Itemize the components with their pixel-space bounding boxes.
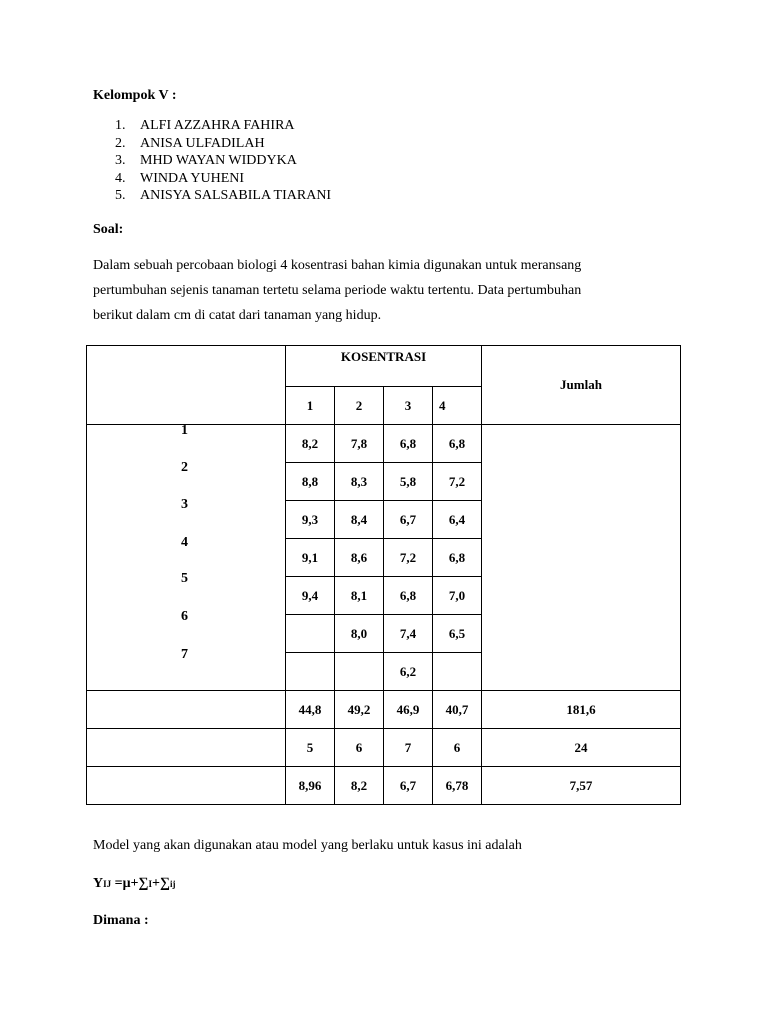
- table-cell: 9,4: [286, 577, 335, 615]
- mean-cell: 8,2: [335, 767, 384, 805]
- column-header: 2: [335, 387, 384, 425]
- table-cell: 9,1: [286, 539, 335, 577]
- table-cell: 8,1: [335, 577, 384, 615]
- table-cell: 6,8: [384, 577, 433, 615]
- member-name: ANISYA SALSABILA TIARANI: [140, 188, 332, 203]
- sum-cell: 40,7: [433, 691, 482, 729]
- jumlah-header: Jumlah: [482, 346, 681, 425]
- mean-cell: 6,7: [384, 767, 433, 805]
- table-cell: [335, 653, 384, 691]
- list-item: 3. MHD WAYAN WIDDYKA: [115, 153, 297, 168]
- table-cell: 7,4: [384, 615, 433, 653]
- row-label: 3: [181, 497, 188, 512]
- member-name: MHD WAYAN WIDDYKA: [140, 153, 297, 168]
- row-label: 5: [181, 571, 188, 586]
- member-name: ANISA ULFADILAH: [140, 135, 265, 151]
- table-cell: 8,3: [335, 463, 384, 501]
- table-cell: 8,0: [335, 615, 384, 653]
- column-header: 3: [384, 387, 433, 425]
- table-cell: [286, 653, 335, 691]
- summary-label-cell: [87, 729, 286, 767]
- summary-label-cell: [87, 691, 286, 729]
- list-item: 5. ANISYA SALSABILA TIARANI: [115, 188, 332, 203]
- list-item: 4. WINDA YUHENI: [115, 170, 245, 186]
- table-cell: 6,7: [384, 501, 433, 539]
- corner-cell: [87, 346, 286, 425]
- column-header: 1: [286, 387, 335, 425]
- dimana-label: Dimana :: [93, 913, 149, 928]
- sum-cell: 46,9: [384, 691, 433, 729]
- table-cell: 8,6: [335, 539, 384, 577]
- sum-total-cell: 181,6: [482, 691, 681, 729]
- mean-cell: 8,96: [286, 767, 335, 805]
- count-cell: 6: [335, 729, 384, 767]
- paragraph-line: pertumbuhan sejenis tanaman tertetu selama periode waktu tertentu. Data pertumbuhan: [93, 283, 582, 298]
- paragraph-line: Dalam sebuah percobaan biologi 4 kosentrasi bahan kimia digunakan untuk meransang: [93, 258, 582, 273]
- sum-cell: 49,2: [335, 691, 384, 729]
- count-cell: 7: [384, 729, 433, 767]
- table-cell: 7,2: [433, 463, 482, 501]
- member-name: ALFI AZZAHRA FAHIRA: [140, 118, 295, 133]
- group-heading: Kelompok V :: [93, 88, 177, 103]
- row-label: 1: [181, 423, 188, 438]
- table-cell: 7,0: [433, 577, 482, 615]
- table-cell: 6,8: [384, 425, 433, 463]
- count-total-cell: 24: [482, 729, 681, 767]
- count-cell: 5: [286, 729, 335, 767]
- row-label: 6: [181, 609, 188, 624]
- table-cell: 9,3: [286, 501, 335, 539]
- summary-label-cell: [87, 767, 286, 805]
- table-cell: 5,8: [384, 463, 433, 501]
- mean-cell: 6,78: [433, 767, 482, 805]
- list-item: 2. ANISA ULFADILAH: [115, 135, 265, 151]
- member-list: [115, 117, 331, 205]
- soal-label: Soal:: [93, 222, 124, 237]
- jumlah-empty-cell: [482, 425, 681, 691]
- row-label: 4: [181, 535, 188, 550]
- column-header: 4: [433, 387, 482, 425]
- data-table: [86, 345, 681, 805]
- table-cell: 8,2: [286, 425, 335, 463]
- table-cell: 6,5: [433, 615, 482, 653]
- list-item: 1. ALFI AZZAHRA FAHIRA: [115, 118, 295, 133]
- table-cell: 6,8: [433, 425, 482, 463]
- table-cell: [433, 653, 482, 691]
- mean-total-cell: 7,57: [482, 767, 681, 805]
- model-formula: YIJ =μ+∑I+∑ij: [93, 876, 176, 891]
- sum-cell: 44,8: [286, 691, 335, 729]
- problem-paragraph: [93, 253, 693, 328]
- table-cell: 6,4: [433, 501, 482, 539]
- count-cell: 6: [433, 729, 482, 767]
- row-label: 7: [181, 647, 188, 662]
- row-label: 2: [181, 460, 188, 475]
- table-cell: [286, 615, 335, 653]
- paragraph-line: berikut dalam cm di catat dari tanaman yang hidup.: [93, 308, 382, 323]
- table-cell: 6,8: [433, 539, 482, 577]
- table-cell: 7,8: [335, 425, 384, 463]
- kosentrasi-header: KOSENTRASI: [286, 346, 482, 387]
- model-text: Model yang akan digunakan atau model yang berlaku untuk kasus ini adalah: [93, 838, 522, 853]
- table-cell: 8,4: [335, 501, 384, 539]
- table-cell: 7,2: [384, 539, 433, 577]
- table-cell: 6,2: [384, 653, 433, 691]
- member-name: WINDA YUHENI: [140, 170, 245, 186]
- table-cell: 8,8: [286, 463, 335, 501]
